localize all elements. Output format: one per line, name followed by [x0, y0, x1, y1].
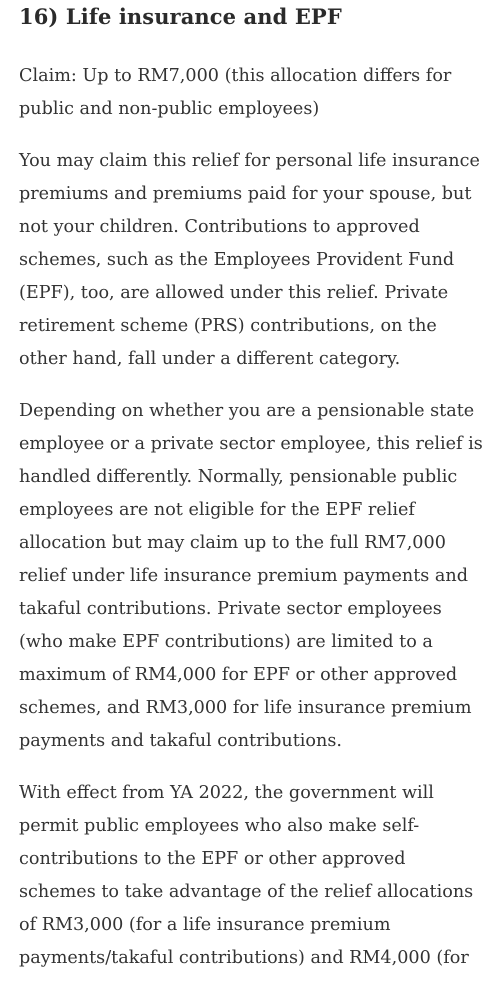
ya2022-paragraph: With effect from YA 2022, the government will permit public employees who also make self-contributions to the EPF or other approved schemes to take advantage of the relief allocations of RM3,000 (for a life insurance premium payments/takaful contributions) and RM4,000 (for — [19, 783, 474, 968]
claim-paragraph: Claim: Up to RM7,000 (this allocation differs for public and non-public employees) — [19, 66, 452, 119]
relief-description-paragraph: You may claim this relief for personal life insurance premiums and premiums paid for your spouse, but not your children. Contributions to approved schemes, such as the Employees Provident Fund (EPF), too, are allowed under this relief. Private retirement scheme (PRS) contributions, on the other hand, fall under a different category. — [19, 151, 480, 369]
article-body — [19, 0, 485, 975]
section-heading: 16) Life insurance and EPF — [19, 4, 342, 29]
employee-type-paragraph: Depending on whether you are a pensionable state employee or a private sector employee, this relief is handled differently. Normally, pensionable public employees are not eligible for the EPF relief allocation but may claim up to the full RM7,000 relief under life insurance premium payments and takaful contributions. Private sector employees (who make EPF contributions) are limited to a maximum of RM4,000 for EPF or other approved schemes, and RM3,000 for life insurance premium payments and takaful contributions. — [19, 401, 483, 751]
